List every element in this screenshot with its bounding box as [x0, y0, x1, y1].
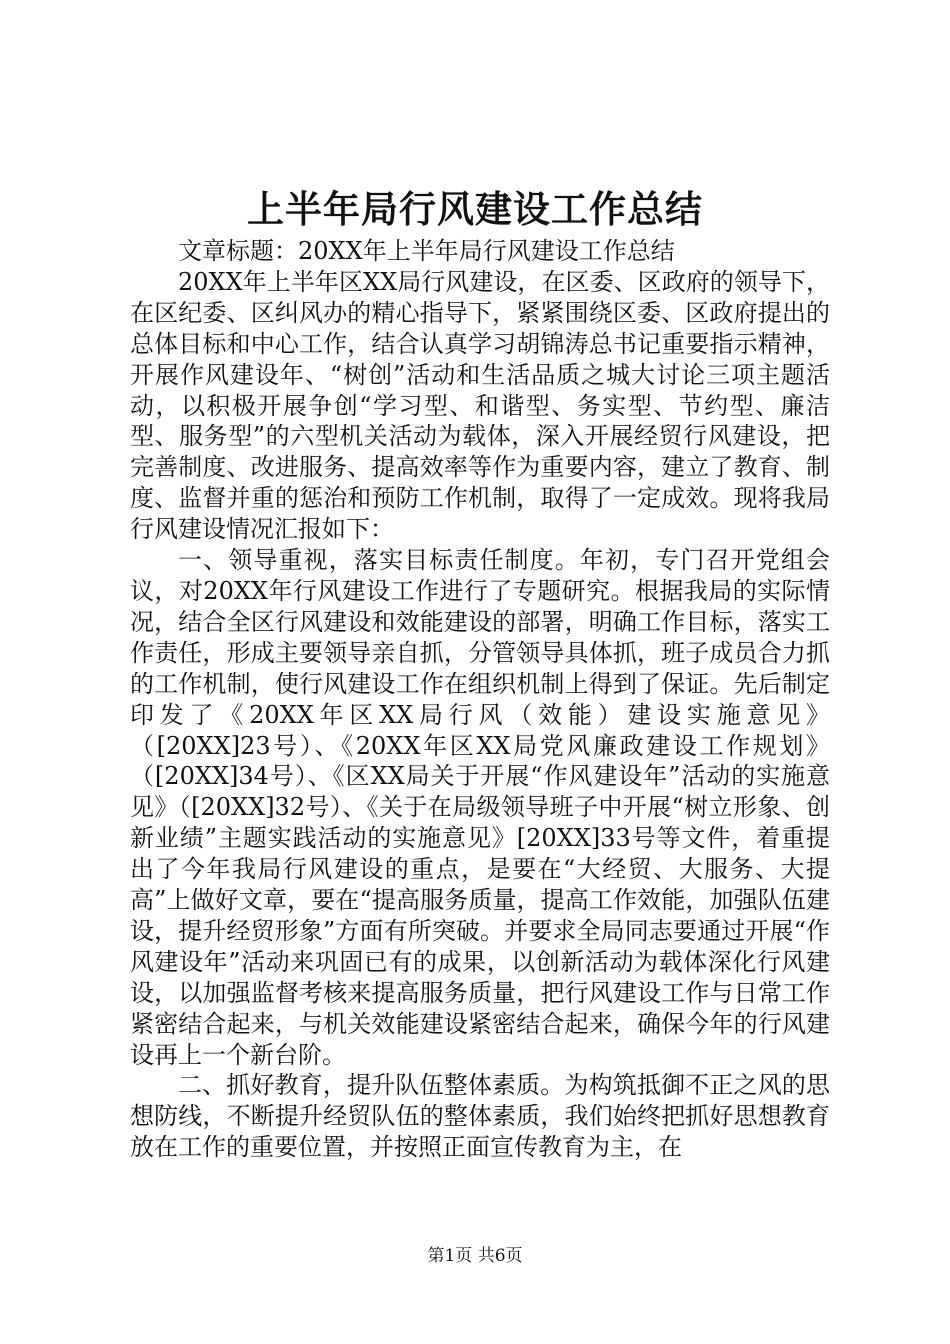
- document-title: 上半年局行风建设工作总结: [247, 187, 703, 231]
- section-one-paragraph: 一、领导重视，落实目标责任制度。年初，专门召开党组会议，对20XX年行风建设工作进行了专题研究。根据我局的实际情况，结合全区行风建设和效能建设的部署，明确工作目标，落实工作责任，形成主要领导亲自抓，分管领导具体抓，班子成员合力抓的工作机制，使行风建设工作在组织机制上得到了保证。先后制定印发了《20XX年区XX局行风（效能）建设实施意见》（[20XX]23号）、《20XX年区XX局党风廉政建设工作规划》（[20XX]34号）、《区XX局关于开展“作风建设年”活动的实施意见》（[20XX]32号）、《关于在局级领导班子中开展“树立形象、创新业绩”主题实践活动的实施意见》[20XX]33号等文件，着重提出了今年我局行风建设的重点，是要在“大经贸、大服务、大提高”上做好文章，要在“提高服务质量，提高工作效能，加强队伍建设，提升经贸形象”方面有所突破。并要求全局同志要通过开展“作风建设年”活动来巩固已有的成果，以创新活动为载体深化行风建设，以加强监督考核来提高服务质量，把行风建设工作与日常工作紧密结合起来，与机关效能建设紧密结合起来，确保今年的行风建设再上一个新台阶。: [130, 546, 830, 1069]
- document-body: [130, 236, 830, 1163]
- page-number-footer: 第1页 共6页: [427, 1246, 523, 1266]
- section-two-paragraph: 二、抓好教育，提升队伍整体素质。为构筑抵御不正之风的思想防线，不断提升经贸队伍的整体素质，我们始终把抓好思想教育放在工作的重要位置，并按照正面宣传教育为主，在: [130, 1071, 830, 1162]
- intro-paragraph: 20XX年上半年区XX局行风建设，在区委、区政府的领导下，在区纪委、区纠风办的精心指导下，紧紧围绕区委、区政府提出的总体目标和中心工作，结合认真学习胡锦涛总书记重要指示精神，开展作风建设年、“树创”活动和生活品质之城大讨论三项主题活动，以积极开展争创“学习型、和谐型、务实型、节约型、廉洁型、服务型”的六型机关活动为载体，深入开展经贸行风建设，把完善制度、改进服务、提高效率等作为重要内容，建立了教育、制度、监督并重的惩治和预防工作机制，取得了一定成效。现将我局行风建设情况汇报如下：: [130, 267, 830, 544]
- article-title-line: 文章标题：20XX年上半年局行风建设工作总结: [178, 237, 675, 265]
